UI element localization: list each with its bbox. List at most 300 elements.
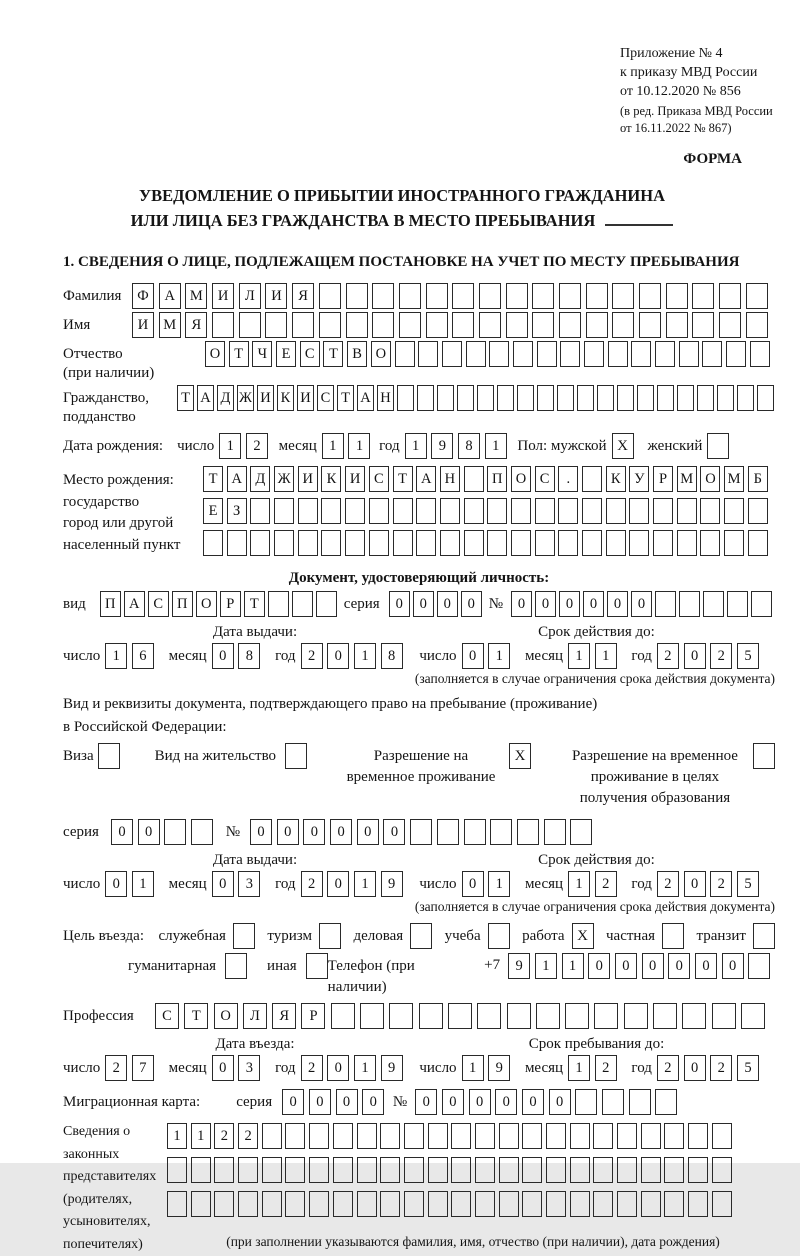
purpose-private-checkbox[interactable]	[662, 923, 684, 949]
char-cell[interactable]	[517, 385, 534, 411]
char-cell[interactable]	[397, 385, 414, 411]
char-cell[interactable]	[167, 1191, 187, 1217]
char-cell[interactable]: М	[185, 283, 207, 309]
char-cell[interactable]	[532, 283, 554, 309]
char-cell[interactable]: 2	[657, 871, 679, 897]
char-cell[interactable]	[262, 1191, 282, 1217]
char-cell[interactable]	[416, 498, 436, 524]
char-cell[interactable]	[712, 1123, 732, 1149]
char-cell[interactable]	[274, 498, 294, 524]
char-cell[interactable]: 1	[354, 1055, 376, 1081]
char-cell[interactable]: 1	[568, 643, 590, 669]
char-cell[interactable]	[250, 530, 270, 556]
female-checkbox[interactable]	[707, 433, 729, 459]
char-cell[interactable]: 1	[322, 433, 344, 459]
char-cell[interactable]: 2	[105, 1055, 127, 1081]
char-cell[interactable]	[726, 341, 746, 367]
char-cell[interactable]	[639, 312, 661, 338]
char-cell[interactable]	[452, 312, 474, 338]
char-cell[interactable]	[393, 530, 413, 556]
char-cell[interactable]: 0	[250, 819, 272, 845]
char-cell[interactable]	[677, 530, 697, 556]
char-cell[interactable]: И	[132, 312, 154, 338]
char-cell[interactable]: О	[371, 341, 391, 367]
char-cell[interactable]: Я	[292, 283, 314, 309]
char-cell[interactable]	[292, 312, 314, 338]
char-cell[interactable]	[750, 341, 770, 367]
char-cell[interactable]	[418, 341, 438, 367]
char-cell[interactable]	[724, 530, 744, 556]
char-cell[interactable]: Т	[177, 385, 194, 411]
char-cell[interactable]: 9	[381, 871, 403, 897]
char-cell[interactable]: Т	[244, 591, 265, 617]
char-cell[interactable]	[511, 498, 531, 524]
char-cell[interactable]	[666, 312, 688, 338]
char-cell[interactable]	[372, 283, 394, 309]
char-cell[interactable]	[666, 283, 688, 309]
purpose-tourism-checkbox[interactable]	[319, 923, 341, 949]
char-cell[interactable]	[692, 312, 714, 338]
char-cell[interactable]: 0	[684, 871, 706, 897]
char-cell[interactable]	[682, 1003, 706, 1029]
char-cell[interactable]	[606, 530, 626, 556]
char-cell[interactable]	[239, 312, 261, 338]
char-cell[interactable]: И	[257, 385, 274, 411]
char-cell[interactable]	[559, 283, 581, 309]
char-cell[interactable]	[477, 1003, 501, 1029]
char-cell[interactable]	[212, 312, 234, 338]
char-cell[interactable]	[448, 1003, 472, 1029]
char-cell[interactable]: М	[159, 312, 181, 338]
char-cell[interactable]	[641, 1123, 661, 1149]
char-cell[interactable]	[309, 1157, 329, 1183]
char-cell[interactable]: Е	[276, 341, 296, 367]
char-cell[interactable]	[617, 1157, 637, 1183]
char-cell[interactable]: Р	[220, 591, 241, 617]
char-cell[interactable]	[565, 1003, 589, 1029]
char-cell[interactable]: 2	[301, 871, 323, 897]
temp-residence-education-checkbox[interactable]	[753, 743, 775, 769]
char-cell[interactable]	[641, 1191, 661, 1217]
char-cell[interactable]	[593, 1191, 613, 1217]
char-cell[interactable]: 0	[588, 953, 610, 979]
char-cell[interactable]	[629, 1089, 651, 1115]
char-cell[interactable]: 0	[327, 871, 349, 897]
char-cell[interactable]	[333, 1123, 353, 1149]
char-cell[interactable]	[466, 341, 486, 367]
char-cell[interactable]: 0	[212, 1055, 234, 1081]
male-checkbox[interactable]: X	[612, 433, 634, 459]
char-cell[interactable]	[546, 1191, 566, 1217]
char-cell[interactable]	[475, 1191, 495, 1217]
char-cell[interactable]: Д	[250, 466, 270, 492]
char-cell[interactable]	[557, 385, 574, 411]
char-cell[interactable]	[606, 498, 626, 524]
char-cell[interactable]: 2	[246, 433, 268, 459]
char-cell[interactable]	[417, 385, 434, 411]
char-cell[interactable]	[319, 312, 341, 338]
char-cell[interactable]	[285, 1191, 305, 1217]
char-cell[interactable]: Ж	[237, 385, 254, 411]
char-cell[interactable]	[440, 530, 460, 556]
char-cell[interactable]	[664, 1157, 684, 1183]
char-cell[interactable]	[537, 341, 557, 367]
char-cell[interactable]: С	[317, 385, 334, 411]
char-cell[interactable]	[746, 283, 768, 309]
char-cell[interactable]: Т	[203, 466, 223, 492]
char-cell[interactable]: А	[227, 466, 247, 492]
char-cell[interactable]	[575, 1089, 597, 1115]
char-cell[interactable]	[522, 1123, 542, 1149]
char-cell[interactable]: 0	[138, 819, 160, 845]
char-cell[interactable]	[748, 530, 768, 556]
char-cell[interactable]	[321, 530, 341, 556]
char-cell[interactable]: 0	[684, 1055, 706, 1081]
char-cell[interactable]	[692, 283, 714, 309]
char-cell[interactable]	[479, 312, 501, 338]
char-cell[interactable]	[544, 819, 566, 845]
char-cell[interactable]: А	[357, 385, 374, 411]
char-cell[interactable]	[331, 1003, 355, 1029]
char-cell[interactable]: 0	[495, 1089, 517, 1115]
purpose-study-checkbox[interactable]	[488, 923, 510, 949]
char-cell[interactable]: И	[345, 466, 365, 492]
char-cell[interactable]	[419, 1003, 443, 1029]
char-cell[interactable]: О	[700, 466, 720, 492]
char-cell[interactable]	[559, 312, 581, 338]
char-cell[interactable]: 8	[381, 643, 403, 669]
char-cell[interactable]	[719, 312, 741, 338]
char-cell[interactable]	[457, 385, 474, 411]
char-cell[interactable]: С	[369, 466, 389, 492]
char-cell[interactable]	[593, 1123, 613, 1149]
char-cell[interactable]: 0	[212, 643, 234, 669]
char-cell[interactable]: 1	[568, 1055, 590, 1081]
char-cell[interactable]: 2	[657, 1055, 679, 1081]
char-cell[interactable]: .	[558, 466, 578, 492]
char-cell[interactable]	[511, 530, 531, 556]
char-cell[interactable]: 0	[389, 591, 410, 617]
char-cell[interactable]	[440, 498, 460, 524]
char-cell[interactable]	[333, 1157, 353, 1183]
char-cell[interactable]	[357, 1191, 377, 1217]
char-cell[interactable]	[712, 1157, 732, 1183]
char-cell[interactable]	[357, 1123, 377, 1149]
char-cell[interactable]	[164, 819, 186, 845]
char-cell[interactable]	[641, 1157, 661, 1183]
char-cell[interactable]: У	[629, 466, 649, 492]
char-cell[interactable]: И	[298, 466, 318, 492]
char-cell[interactable]	[316, 591, 337, 617]
char-cell[interactable]	[333, 1191, 353, 1217]
char-cell[interactable]: Р	[653, 466, 673, 492]
char-cell[interactable]: 1	[535, 953, 557, 979]
char-cell[interactable]: 2	[710, 643, 732, 669]
char-cell[interactable]	[629, 530, 649, 556]
char-cell[interactable]	[475, 1157, 495, 1183]
char-cell[interactable]	[167, 1157, 187, 1183]
char-cell[interactable]	[268, 591, 289, 617]
char-cell[interactable]: К	[321, 466, 341, 492]
char-cell[interactable]: 8	[458, 433, 480, 459]
char-cell[interactable]	[464, 466, 484, 492]
char-cell[interactable]	[637, 385, 654, 411]
char-cell[interactable]	[617, 1123, 637, 1149]
char-cell[interactable]	[757, 385, 774, 411]
purpose-humanitarian-checkbox[interactable]	[225, 953, 247, 979]
char-cell[interactable]: 8	[238, 643, 260, 669]
char-cell[interactable]	[357, 1157, 377, 1183]
char-cell[interactable]	[399, 283, 421, 309]
char-cell[interactable]	[570, 1191, 590, 1217]
char-cell[interactable]: М	[724, 466, 744, 492]
char-cell[interactable]	[513, 341, 533, 367]
char-cell[interactable]: 0	[327, 643, 349, 669]
char-cell[interactable]	[602, 1089, 624, 1115]
char-cell[interactable]: Ф	[132, 283, 154, 309]
char-cell[interactable]	[292, 591, 313, 617]
char-cell[interactable]	[727, 591, 748, 617]
char-cell[interactable]	[477, 385, 494, 411]
temp-residence-checkbox[interactable]: X	[509, 743, 531, 769]
char-cell[interactable]: 1	[348, 433, 370, 459]
char-cell[interactable]	[594, 1003, 618, 1029]
char-cell[interactable]	[546, 1157, 566, 1183]
char-cell[interactable]: 0	[668, 953, 690, 979]
char-cell[interactable]: К	[277, 385, 294, 411]
char-cell[interactable]	[717, 385, 734, 411]
char-cell[interactable]: Т	[184, 1003, 208, 1029]
char-cell[interactable]: 3	[238, 871, 260, 897]
char-cell[interactable]: 0	[469, 1089, 491, 1115]
char-cell[interactable]	[719, 283, 741, 309]
char-cell[interactable]: О	[214, 1003, 238, 1029]
purpose-transit-checkbox[interactable]	[753, 923, 775, 949]
residence-permit-checkbox[interactable]	[285, 743, 307, 769]
char-cell[interactable]	[309, 1123, 329, 1149]
char-cell[interactable]	[653, 530, 673, 556]
char-cell[interactable]	[437, 385, 454, 411]
char-cell[interactable]: 0	[615, 953, 637, 979]
char-cell[interactable]: А	[159, 283, 181, 309]
char-cell[interactable]: 0	[511, 591, 532, 617]
char-cell[interactable]	[428, 1123, 448, 1149]
char-cell[interactable]: Н	[377, 385, 394, 411]
char-cell[interactable]	[631, 341, 651, 367]
char-cell[interactable]	[464, 819, 486, 845]
char-cell[interactable]: 9	[431, 433, 453, 459]
char-cell[interactable]: 5	[737, 1055, 759, 1081]
char-cell[interactable]: 1	[405, 433, 427, 459]
char-cell[interactable]: 1	[485, 433, 507, 459]
char-cell[interactable]: 0	[437, 591, 458, 617]
char-cell[interactable]: 1	[132, 871, 154, 897]
char-cell[interactable]	[558, 498, 578, 524]
char-cell[interactable]	[499, 1191, 519, 1217]
char-cell[interactable]: 0	[303, 819, 325, 845]
char-cell[interactable]	[617, 385, 634, 411]
char-cell[interactable]	[536, 1003, 560, 1029]
char-cell[interactable]	[428, 1157, 448, 1183]
char-cell[interactable]	[517, 819, 539, 845]
char-cell[interactable]	[702, 341, 722, 367]
char-cell[interactable]: 7	[132, 1055, 154, 1081]
char-cell[interactable]	[464, 498, 484, 524]
char-cell[interactable]	[203, 530, 223, 556]
char-cell[interactable]: 2	[301, 1055, 323, 1081]
char-cell[interactable]	[345, 530, 365, 556]
char-cell[interactable]	[274, 530, 294, 556]
char-cell[interactable]	[262, 1123, 282, 1149]
char-cell[interactable]	[712, 1003, 736, 1029]
char-cell[interactable]: 0	[415, 1089, 437, 1115]
char-cell[interactable]	[741, 1003, 765, 1029]
char-cell[interactable]	[582, 466, 602, 492]
char-cell[interactable]: 1	[462, 1055, 484, 1081]
char-cell[interactable]	[535, 498, 555, 524]
purpose-work-checkbox[interactable]: X	[572, 923, 594, 949]
char-cell[interactable]	[703, 591, 724, 617]
char-cell[interactable]	[560, 341, 580, 367]
char-cell[interactable]	[629, 498, 649, 524]
char-cell[interactable]: 1	[595, 643, 617, 669]
char-cell[interactable]: 1	[562, 953, 584, 979]
char-cell[interactable]	[612, 312, 634, 338]
char-cell[interactable]	[309, 1191, 329, 1217]
char-cell[interactable]	[748, 498, 768, 524]
char-cell[interactable]: С	[148, 591, 169, 617]
char-cell[interactable]	[546, 1123, 566, 1149]
char-cell[interactable]	[426, 312, 448, 338]
char-cell[interactable]	[475, 1123, 495, 1149]
char-cell[interactable]	[452, 283, 474, 309]
char-cell[interactable]: 5	[737, 871, 759, 897]
char-cell[interactable]	[570, 1157, 590, 1183]
char-cell[interactable]	[285, 1123, 305, 1149]
char-cell[interactable]	[577, 385, 594, 411]
char-cell[interactable]: 0	[462, 643, 484, 669]
char-cell[interactable]	[389, 1003, 413, 1029]
char-cell[interactable]	[724, 498, 744, 524]
char-cell[interactable]	[191, 819, 213, 845]
char-cell[interactable]	[191, 1157, 211, 1183]
purpose-official-checkbox[interactable]	[233, 923, 255, 949]
char-cell[interactable]: 1	[488, 871, 510, 897]
char-cell[interactable]	[369, 498, 389, 524]
char-cell[interactable]: Н	[440, 466, 460, 492]
char-cell[interactable]: А	[197, 385, 214, 411]
char-cell[interactable]: 0	[583, 591, 604, 617]
char-cell[interactable]: Я	[185, 312, 207, 338]
char-cell[interactable]: 0	[327, 1055, 349, 1081]
char-cell[interactable]: О	[205, 341, 225, 367]
char-cell[interactable]: 1	[488, 643, 510, 669]
char-cell[interactable]	[262, 1157, 282, 1183]
char-cell[interactable]	[250, 498, 270, 524]
char-cell[interactable]: 2	[301, 643, 323, 669]
char-cell[interactable]: 0	[462, 871, 484, 897]
char-cell[interactable]	[677, 385, 694, 411]
char-cell[interactable]	[586, 283, 608, 309]
char-cell[interactable]: 1	[167, 1123, 187, 1149]
char-cell[interactable]	[655, 341, 675, 367]
char-cell[interactable]: 2	[595, 1055, 617, 1081]
char-cell[interactable]: 9	[488, 1055, 510, 1081]
char-cell[interactable]	[586, 312, 608, 338]
char-cell[interactable]	[657, 385, 674, 411]
char-cell[interactable]	[404, 1123, 424, 1149]
char-cell[interactable]	[360, 1003, 384, 1029]
char-cell[interactable]: 3	[238, 1055, 260, 1081]
char-cell[interactable]	[399, 312, 421, 338]
char-cell[interactable]: Я	[272, 1003, 296, 1029]
purpose-business-checkbox[interactable]	[410, 923, 432, 949]
char-cell[interactable]	[537, 385, 554, 411]
char-cell[interactable]	[380, 1157, 400, 1183]
char-cell[interactable]	[664, 1191, 684, 1217]
char-cell[interactable]: 1	[191, 1123, 211, 1149]
char-cell[interactable]: 0	[309, 1089, 331, 1115]
char-cell[interactable]: Т	[323, 341, 343, 367]
char-cell[interactable]	[479, 283, 501, 309]
char-cell[interactable]: 0	[461, 591, 482, 617]
char-cell[interactable]	[345, 498, 365, 524]
char-cell[interactable]: 0	[212, 871, 234, 897]
char-cell[interactable]: 6	[132, 643, 154, 669]
char-cell[interactable]	[677, 498, 697, 524]
char-cell[interactable]	[499, 1157, 519, 1183]
char-cell[interactable]	[451, 1191, 471, 1217]
char-cell[interactable]: 0	[549, 1089, 571, 1115]
char-cell[interactable]	[372, 312, 394, 338]
char-cell[interactable]: Л	[243, 1003, 267, 1029]
char-cell[interactable]: 0	[695, 953, 717, 979]
char-cell[interactable]	[487, 530, 507, 556]
char-cell[interactable]: В	[347, 341, 367, 367]
char-cell[interactable]: И	[212, 283, 234, 309]
char-cell[interactable]	[697, 385, 714, 411]
char-cell[interactable]	[238, 1191, 258, 1217]
char-cell[interactable]	[238, 1157, 258, 1183]
char-cell[interactable]	[285, 1157, 305, 1183]
char-cell[interactable]: 0	[383, 819, 405, 845]
char-cell[interactable]	[506, 312, 528, 338]
char-cell[interactable]	[593, 1157, 613, 1183]
char-cell[interactable]: Т	[337, 385, 354, 411]
char-cell[interactable]	[214, 1157, 234, 1183]
char-cell[interactable]: 1	[354, 643, 376, 669]
char-cell[interactable]	[612, 283, 634, 309]
char-cell[interactable]	[639, 283, 661, 309]
char-cell[interactable]: С	[535, 466, 555, 492]
char-cell[interactable]	[380, 1123, 400, 1149]
char-cell[interactable]	[346, 283, 368, 309]
char-cell[interactable]	[321, 498, 341, 524]
char-cell[interactable]	[712, 1191, 732, 1217]
char-cell[interactable]: Е	[203, 498, 223, 524]
char-cell[interactable]: Д	[217, 385, 234, 411]
char-cell[interactable]	[700, 530, 720, 556]
char-cell[interactable]: 2	[710, 1055, 732, 1081]
char-cell[interactable]: 2	[214, 1123, 234, 1149]
char-cell[interactable]: Ж	[274, 466, 294, 492]
char-cell[interactable]: П	[100, 591, 121, 617]
char-cell[interactable]: 1	[568, 871, 590, 897]
char-cell[interactable]	[737, 385, 754, 411]
char-cell[interactable]: 5	[737, 643, 759, 669]
char-cell[interactable]	[416, 530, 436, 556]
char-cell[interactable]: 0	[642, 953, 664, 979]
